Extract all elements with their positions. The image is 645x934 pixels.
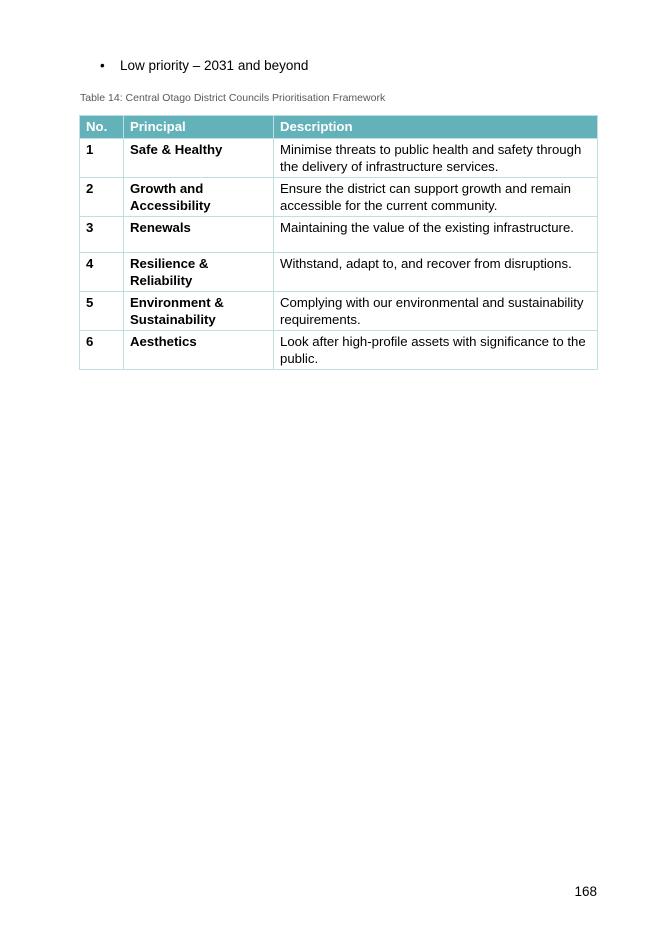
cell-principal: Renewals (124, 217, 274, 253)
bullet-item (100, 57, 308, 75)
table-caption: Table 14: Central Otago District Councils Prioritisation Framework (80, 92, 386, 104)
table-row (80, 217, 598, 253)
cell-description: Look after high-profile assets with significance to the public. (274, 331, 598, 370)
table-header-row (80, 116, 598, 139)
header-principal: Principal (124, 116, 274, 139)
cell-principal: Environment & Sustainability (124, 292, 274, 331)
cell-no: 3 (80, 217, 124, 253)
table-row (80, 331, 598, 370)
table-row (80, 292, 598, 331)
prioritisation-framework-table (79, 115, 598, 370)
table-row (80, 178, 598, 217)
cell-principal: Resilience & Reliability (124, 253, 274, 292)
cell-description: Minimise threats to public health and safety through the delivery of infrastructure services. (274, 139, 598, 178)
cell-no: 5 (80, 292, 124, 331)
table-row (80, 253, 598, 292)
page-number: 168 (574, 884, 597, 899)
cell-description: Maintaining the value of the existing infrastructure. (274, 217, 598, 253)
header-no: No. (80, 116, 124, 139)
bullet-text: Low priority – 2031 and beyond (120, 58, 309, 73)
header-description: Description (274, 116, 598, 139)
cell-principal: Growth and Accessibility (124, 178, 274, 217)
cell-no: 1 (80, 139, 124, 178)
bullet-symbol: • (100, 58, 105, 73)
cell-description: Withstand, adapt to, and recover from disruptions. (274, 253, 598, 292)
cell-description: Complying with our environmental and sustainability requirements. (274, 292, 598, 331)
cell-principal: Safe & Healthy (124, 139, 274, 178)
cell-no: 2 (80, 178, 124, 217)
cell-description: Ensure the district can support growth and remain accessible for the current community. (274, 178, 598, 217)
cell-principal: Aesthetics (124, 331, 274, 370)
cell-no: 6 (80, 331, 124, 370)
table-row (80, 139, 598, 178)
cell-no: 4 (80, 253, 124, 292)
